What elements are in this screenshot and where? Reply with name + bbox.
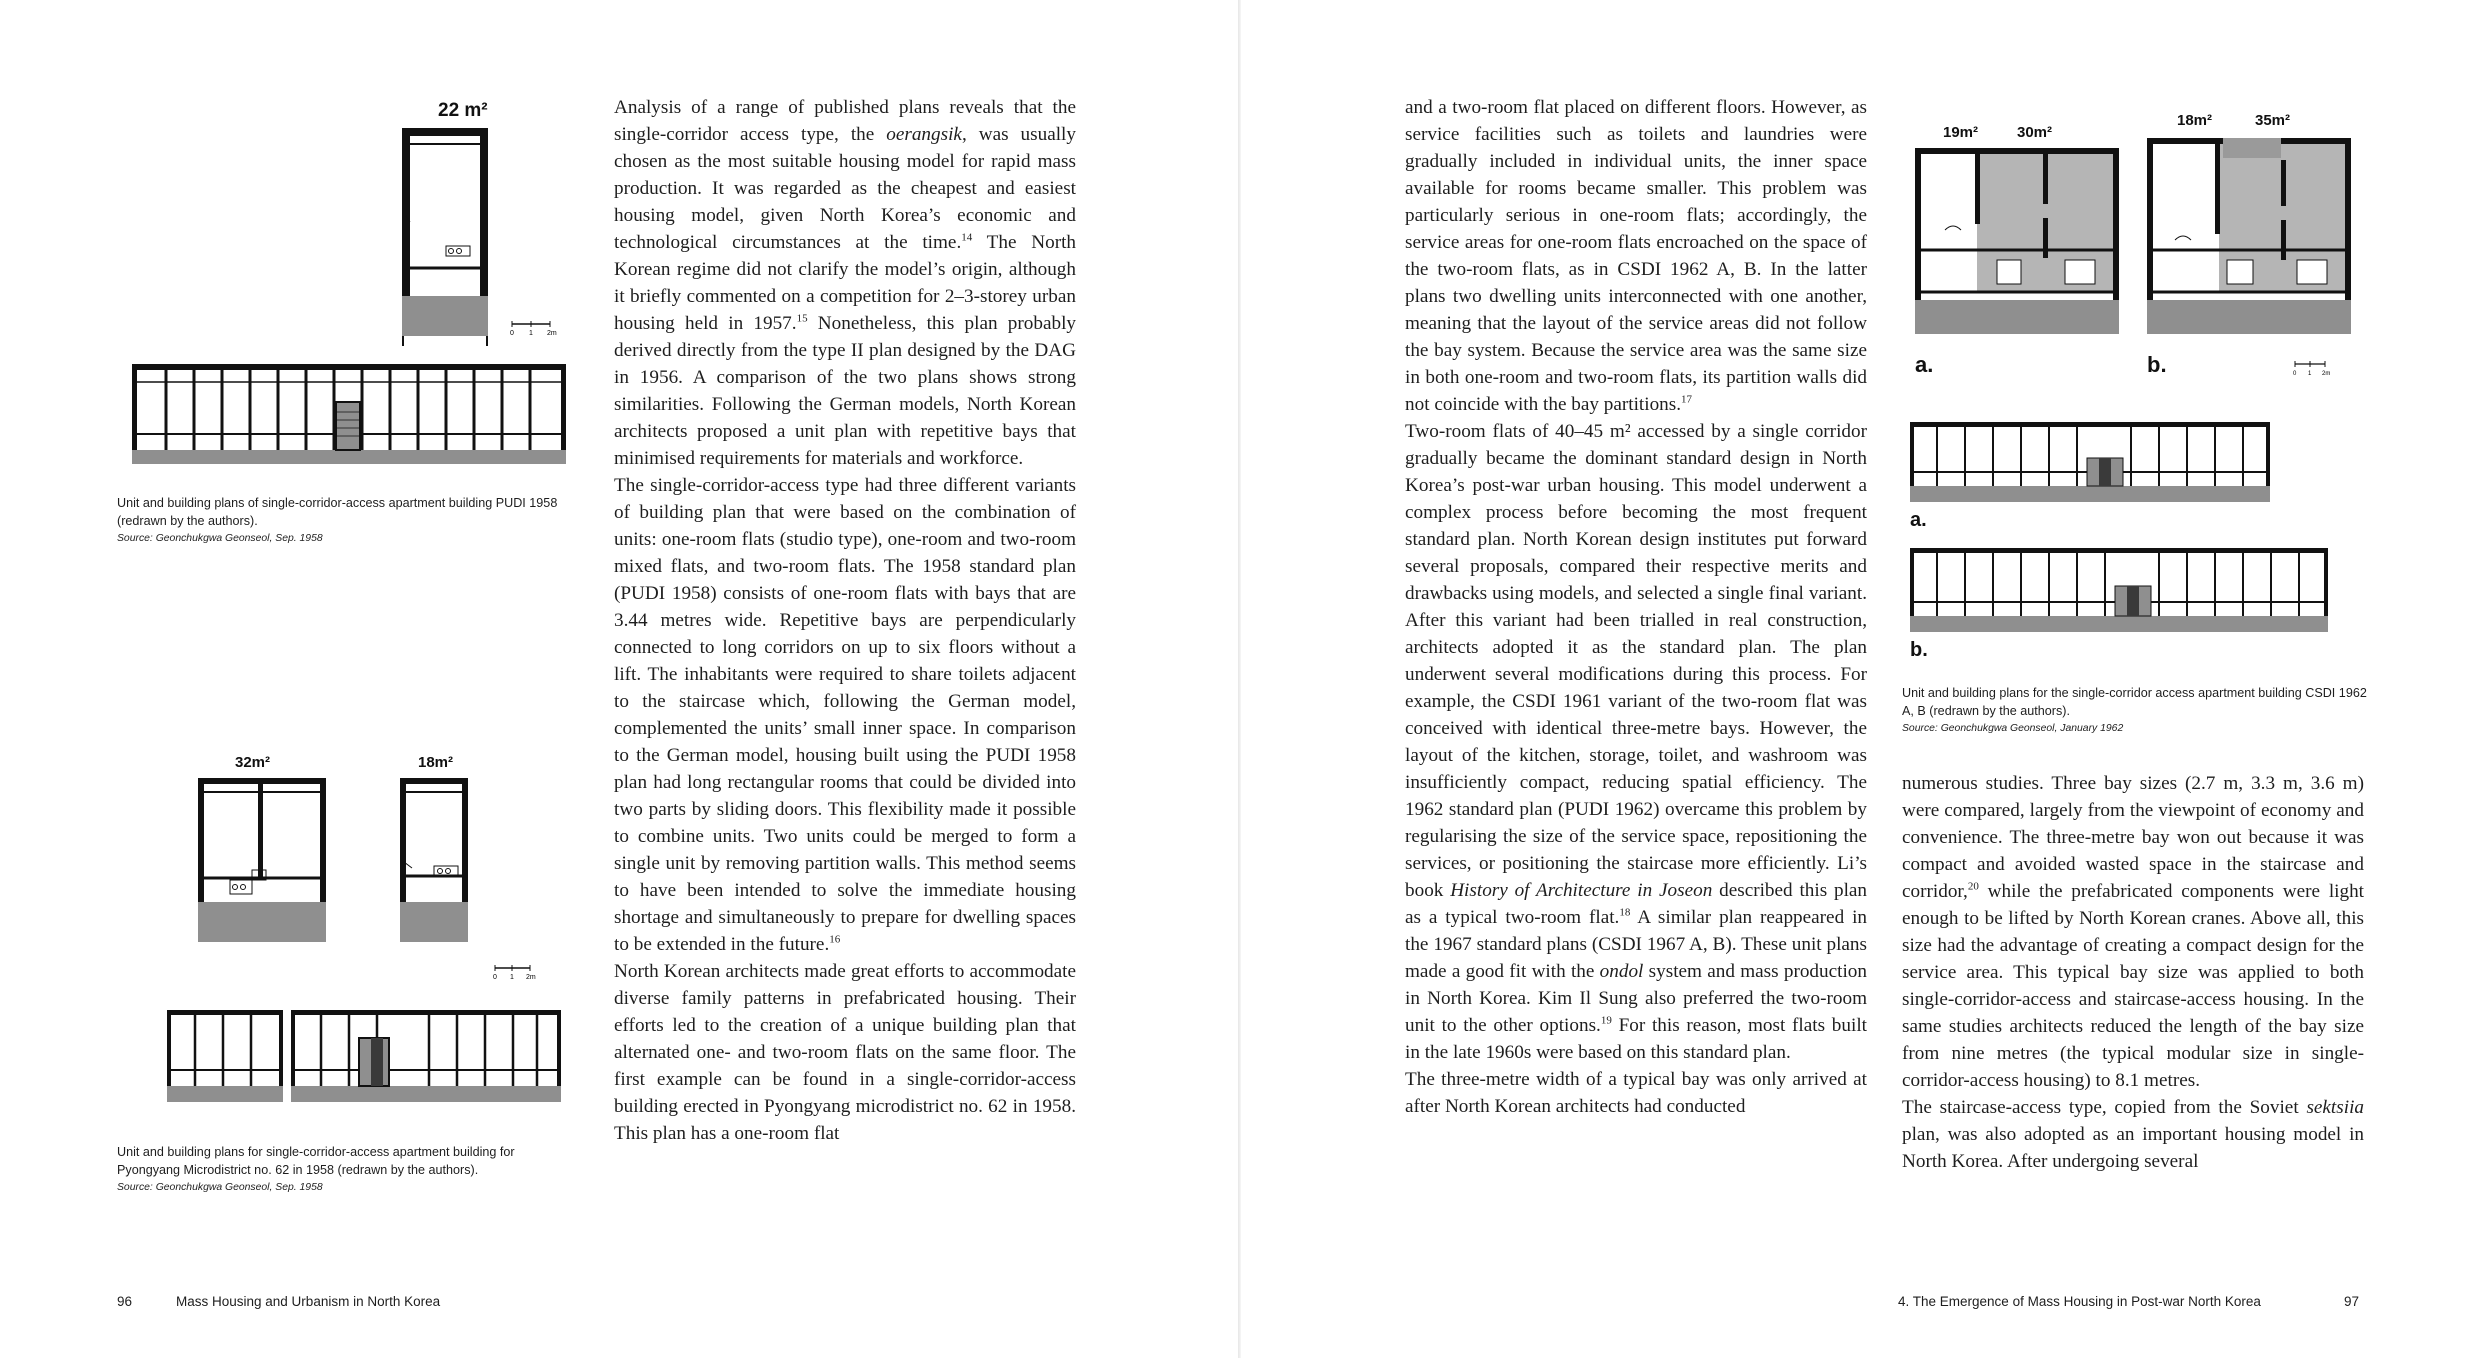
figure3-building-b: [1910, 548, 2328, 661]
figure3-building-label-a: a.: [1910, 509, 1927, 531]
left-page-paragraph: Analysis of a range of published plans reveals that the single-corridor access type, the oerangsik, was usually chosen as the most suitable housing model for rapid mass production. It was regarded as the cheapest and easiest housing model, given North Korea’s economic and technological circumstances at the time.$^{14}$ The North Korean regime did not clarify the model’s origin, although it briefly commented on a competition for 2–3-storey urban housing held in 1957.15 Nonetheless, this plan probably derived directly from the type II plan designed by the DAG in 1956. A comparison of the two plans shows strong similarities. Following the German models, North Korean architects proposed a unit plan with repetitive bays that minimised requirements for materials and workforce.: [614, 97, 1077, 469]
scale-label-2: 2m: [547, 330, 557, 337]
figure2-area-label-left: 32m²: [235, 754, 271, 771]
plan-b-area-left: 18m²: [2177, 112, 2213, 129]
right-running-head: 4. The Emergence of Mass Housing in Post-war North Korea: [1898, 1294, 2261, 1309]
figure1-area-label: 22 m²: [438, 100, 488, 121]
figure3-plan-a: [1915, 124, 2119, 377]
scale-label-0: 0: [510, 330, 514, 337]
scale2-label-1: 1: [510, 974, 514, 981]
right-page-col2-paragraph: The staircase-access type, copied from the Soviet sektsiia plan, was also adopted as an important housing model in North Korea. After undergoing several: [1902, 1097, 2364, 1172]
left-running-head: Mass Housing and Urbanism in North Korea: [176, 1294, 441, 1309]
plan-b-area-right: 35m²: [2255, 112, 2291, 129]
figure2-building-left: [167, 1010, 283, 1102]
plan-a-area-left: 19m²: [1943, 124, 1979, 141]
figure3-source: Source: Geonchukgwa Geonseol, January 1962: [1902, 723, 2124, 734]
scale-bar-1: [510, 318, 570, 338]
figure1-unit-plan: [380, 96, 580, 346]
figure3-plan-b: [2147, 112, 2351, 377]
figure3-building-label-b: b.: [1910, 639, 1928, 661]
figure2-caption-text: Unit and building plans for single-corridor-access apartment building for Pyongyang Microdistrict no. 62 in 1958 (redrawn by the authors).: [117, 1145, 515, 1177]
figure2-building-right: [291, 1010, 561, 1102]
right-page-body-column-1: [1405, 94, 1867, 1120]
scale2-label-2: 2m: [526, 974, 536, 981]
scale2-label-0: 0: [493, 974, 497, 981]
figure3-unit-plans: [1905, 100, 2375, 385]
figure3-building-plans: [1905, 418, 2330, 666]
scale-label-1: 1: [529, 330, 533, 337]
right-page-body-column-2: [1902, 770, 2364, 1175]
figure1-source: Source: Geonchukgwa Geonseol, Sep. 1958: [117, 533, 323, 544]
scale3-label-0: 0: [2293, 371, 2297, 377]
figure2-source: Source: Geonchukgwa Geonseol, Sep. 1958: [117, 1182, 323, 1193]
book-spine: [1238, 0, 1241, 1358]
right-page-col1-paragraph: Two-room flats of 40–45 m² accessed by a single corridor gradually became the dominant standard design in North Korea’s post-war urban housing. This model underwent a complex process before becoming the most frequent standard plan. North Korean design institutes put forward several proposals, compared their respective merits and drawbacks using models, and selected a single final variant. After this variant had been trialled in real construction, architects adopted it as the standard plan. The plan underwent several modifications during this process. For example, the CSDI 1961 variant of the two-room flat was conceived with identical three-metre bays. However, the layout of the kitchen, storage, toilet, and washroom was insufficiently compact, reducing spatial efficiency. The 1962 standard plan (PUDI 1962) overcame this problem by regularising the size of the service space, repositioning the services, or positioning the staircase more efficiently. Li’s book History of Architecture in Joseon described this plan as a typical two-room flat.$^{18}$ A similar plan reappeared in the 1967 standard plans (CSDI 1967 A, B). These unit plans made a good fit with the ondol system and mass production in North Korea. Kim Il Sung also preferred the two-room unit to the other options.$^{19}$ For this reason, most flats built in the late 1960s were based on this standard plan.: [1405, 421, 1868, 1063]
figure2-building-plan: [165, 1008, 565, 1106]
left-page-paragraph: The single-corridor-access type had three different variants of building plan that were based on the combination of units: one-room flats (studio type), one-room and two-room mixed flats, and two-room flats. The 1958 standard plan (PUDI 1958) consists of one-room flats with bays that are 3.44 metres wide. Repetitive bays are perpendicularly connected to long corridors on up to six floors without a lift. The inhabitants were required to share toilets adjacent to the staircase which, following the German model, complemented the units’ small inner space. In comparison to the German model, housing built using the PUDI 1958 plan had long rectangular rooms that could be divided into two parts by sliding doors. This flexibility made it possible to combine units. Two units could be merged to form a single unit by removing partition walls. This method seems to have been intended to solve the immediate housing shortage and simultaneously to prepare for dwelling spaces to be extended in the future.$^{16}$: [614, 475, 1076, 955]
figure3-caption: [1902, 684, 2367, 738]
right-page-col1-paragraph: and a two-room flat placed on different floors. However, as service facilities such as toilets and laundries were gradually included in individual units, the inner space available for rooms became smaller. This problem was particularly serious in one-room flats; accordingly, the service areas for one-room flats encroached on the space of the two-room flats, as in CSDI 1962 A, B. In the latter plans two dwelling units interconnected with one another, meaning that the layout of the service areas did not follow the bay system. Because the service area was the same size in both one-room and two-room flats, its partition walls did not coincide with the bay partitions.$^{17}$: [1405, 97, 1867, 415]
figure2-caption: [117, 1143, 577, 1197]
figure3-label-a: a.: [1915, 352, 1934, 377]
figure1-caption: [117, 494, 577, 548]
figure1-building-plan: [130, 362, 570, 470]
figure3-label-b: b.: [2147, 352, 2167, 377]
figure3-caption-text: Unit and building plans for the single-corridor access apartment building CSDI 1962 A, B (redrawn by the authors).: [1902, 686, 2367, 718]
figure2-unit-plans: [190, 752, 570, 982]
figure2-area-label-right: 18m²: [418, 754, 454, 771]
scale3-label-2: 2m: [2322, 371, 2331, 377]
right-page-number: 97: [2344, 1294, 2360, 1309]
plan-a-area-right: 30m²: [2017, 124, 2053, 141]
left-page-number: 96: [117, 1294, 133, 1309]
left-page-paragraph: North Korean architects made great efforts to accommodate diverse family patterns in prefabricated housing. Their efforts led to the creation of a unique building plan that alternated one- and two-room flats on the same floor. The first example can be found in a single-corridor-access building erected in Pyongyang microdistrict no. 62 in 1958. This plan has a one-room flat: [614, 961, 1076, 1144]
right-page-col1-paragraph: The three-metre width of a typical bay was only arrived at after North Korean architects had conducted: [1405, 1069, 1867, 1117]
figure3-building-a: [1910, 422, 2270, 531]
figure1-caption-text: Unit and building plans of single-corridor-access apartment building PUDI 1958 (redrawn by the authors).: [117, 496, 558, 528]
right-page-col2-paragraph: numerous studies. Three bay sizes (2.7 m, 3.3 m, 3.6 m) were compared, largely from the viewpoint of economy and convenience. The three-metre bay won out because it was compact and avoided wasted space in the staircase and corridor,$^{20}$ while the prefabricated components were light enough to be lifted by North Korean cranes. Above all, this size had the advantage of creating a compact design for the service area. This typical bay size was applied to both single-corridor-access and staircase-access housing. In the same studies architects reduced the length of the bay size from nine metres (the typical modular size in single-corridor-access housing) to 8.1 metres.: [1902, 773, 2364, 1091]
scale3-label-1: 1: [2308, 371, 2312, 377]
left-page-body-text: [614, 94, 1076, 1147]
